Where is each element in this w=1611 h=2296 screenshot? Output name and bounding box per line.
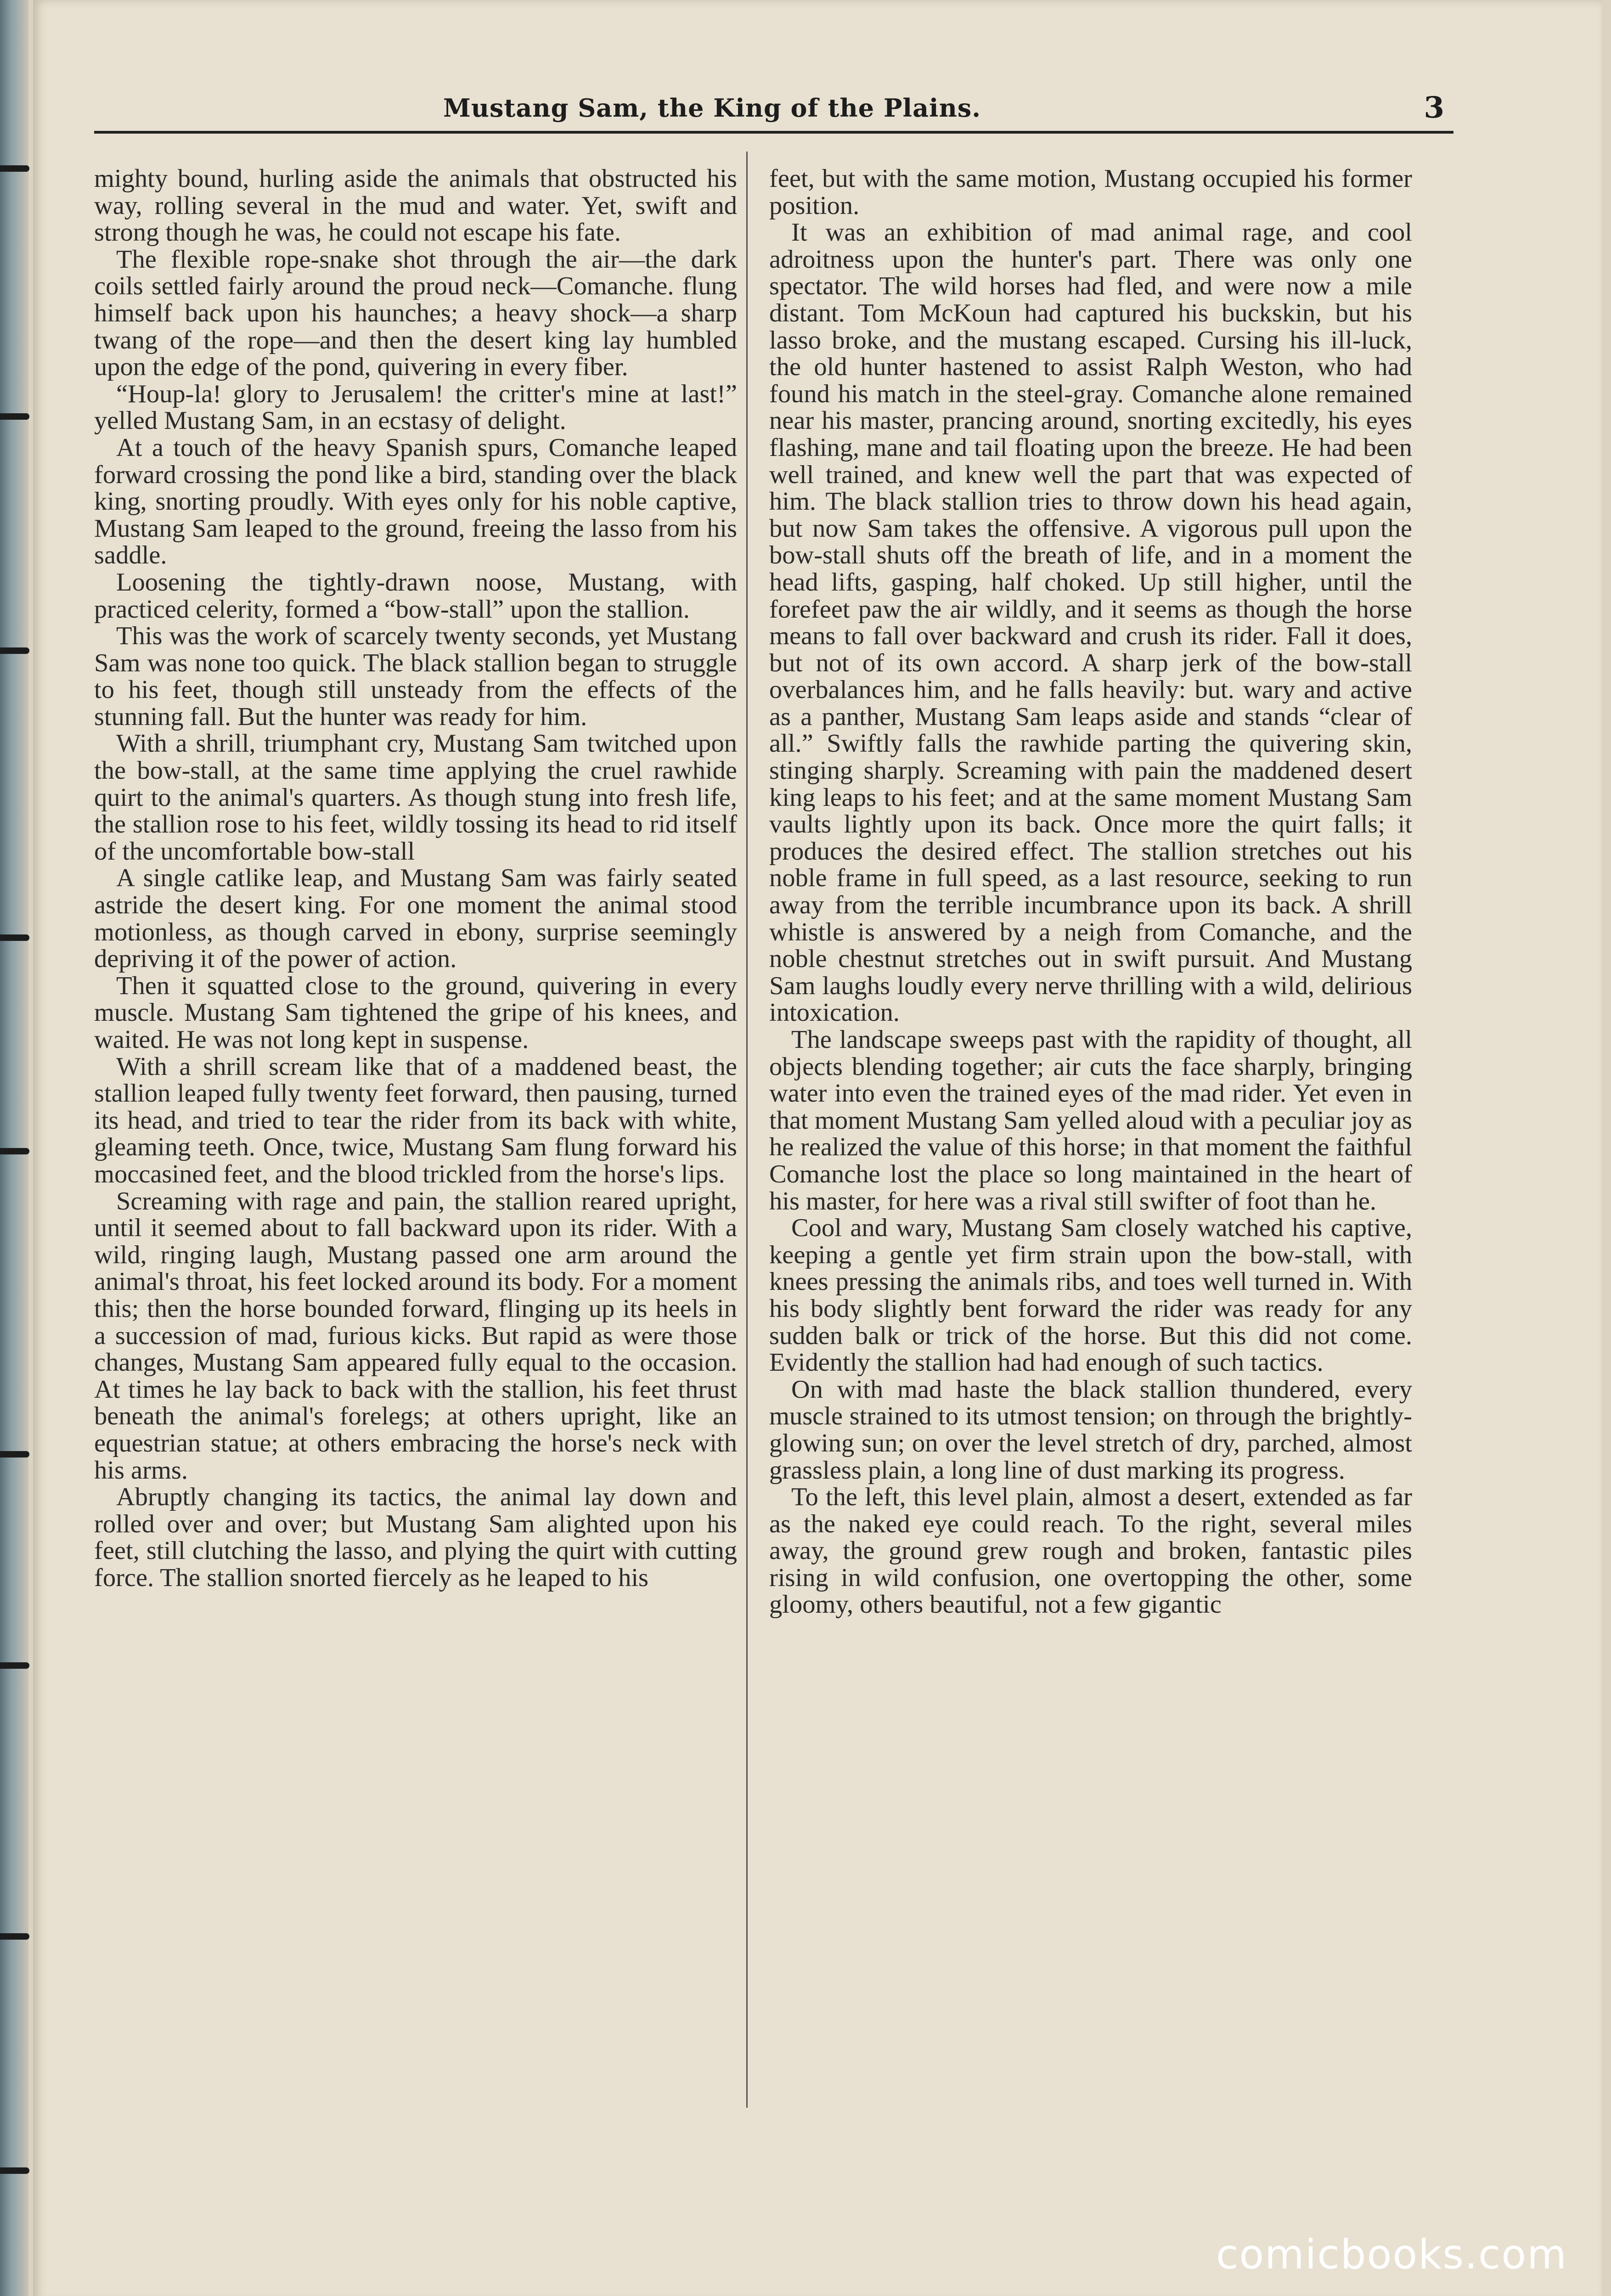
- paragraph: The flexible rope-snake shot through the air—the dark coils settled fairly around the proud neck—Comanche. flung himself back upon his haunches; a heavy shock—a sharp twang of the rope—and then the desert king lay humbled upon the edge of the pond, quivering in every fiber.: [94, 245, 737, 382]
- paragraph: It was an exhibition of mad animal rage, and cool adroitness upon the hunter's part. There was only one spectator. The wild horses had fled, and were now a mile distant. Tom McKoun had captured his buckskin, but his lasso broke, and the mustang escaped. Cursing his ill-luck, the old hunter hastened to assist Ralph Weston, who had found his match in the steel-gray. Comanche alone remained near his master, prancing around, snorting excitedly, his eyes flashing, mane and tail floating upon the breeze. He had been well trained, and knew well the part that was expected of him. The black stallion tries to throw down his head again, but now Sam takes the offensive. A vigorous pull upon the bow-stall shuts off the breath of life, and in a moment the head lifts, gasping, half choked. Up still higher, until the forefeet paw the air wildly, and it seems as though the horse means to fall over backward and crush its rider. Fall it does, but not of its own accord. A sharp jerk of the bow-stall overbalances him, and he falls heavily: but. wary and active as a panther, Mustang Sam leaps aside and stands “clear of all.” Swiftly falls the rawhide parting the quivering skin, stinging sharply. Screaming with pain the maddened desert king leaps to his feet; and at the same moment Mustang Sam vaults lightly upon its back. Once more the quirt falls; it produces the desired effect. The stallion stretches out his noble frame in full speed, as a last resource, seeking to run away from the terrible incumbrance upon its back. A shrill whistle is answered by a neigh from Comanche, and the noble chestnut stretches out in swift pursuit. And Mustang Sam laughs loudly every nerve thrilling with a wild, delirious intoxication.: [769, 218, 1412, 1027]
- column-divider: [746, 152, 748, 2108]
- binding-stitch: [0, 1662, 29, 1669]
- binding-stitch: [0, 165, 29, 172]
- paragraph: To the left, this level plain, almost a desert, extended as far as the naked eye could reach. To the right, several miles away, the ground grew rough and broken, fantastic piles rising in wild confusion, one overtopping the other, some gloomy, others beautiful, not a few gigantic: [769, 1483, 1412, 1619]
- binding-stitch: [0, 413, 29, 420]
- running-header: [94, 90, 1453, 134]
- paragraph: This was the work of scarcely twenty seconds, yet Mustang Sam was none too quick. The black stallion began to struggle to his feet, though still unsteady from the effects of the stunning fall. But the hunter was ready for him.: [94, 622, 737, 731]
- binding-stitch: [0, 1148, 29, 1154]
- paragraph: feet, but with the same motion, Mustang occupied his former position.: [769, 165, 1412, 220]
- paragraph: A single catlike leap, and Mustang Sam was fairly seated astride the desert king. For one moment the animal stood motionless, as though carved in ebony, surprise seemingly depriving it of the power of action.: [94, 864, 737, 974]
- paragraph: Abruptly changing its tactics, the animal lay down and rolled over and over; but Mustang Sam alighted upon his feet, still clutching the lasso, and plying the quirt with cutting force. The stallion snorted fiercely as he leaped to his: [94, 1483, 737, 1592]
- binding-stitch: [0, 2167, 29, 2174]
- paragraph: “Houp-la! glory to Jerusalem! the critter's mine at last!” yelled Mustang Sam, in an ecstasy of delight.: [94, 379, 737, 435]
- paragraph: Loosening the tightly-drawn noose, Mustang, with practiced celerity, formed a “bow-stall” upon the stallion.: [94, 568, 737, 624]
- paragraph: At a touch of the heavy Spanish spurs, Comanche leaped forward crossing the pond like a bird, standing over the black king, snorting proudly. With eyes only for his noble captive, Mustang Sam leaped to the ground, freeing the lasso from his saddle.: [94, 433, 737, 570]
- paragraph: Then it squatted close to the ground, quivering in every muscle. Mustang Sam tightened the gripe of his knees, and waited. He was not long kept in suspense.: [94, 971, 737, 1054]
- page-title: Mustang Sam, the King of the Plains.: [443, 93, 981, 123]
- paragraph: Cool and wary, Mustang Sam closely watched his captive, keeping a gentle yet firm strain upon the bow-stall, with knees pressing the animals ribs, and toes well turned in. With his body slightly bent forward the rider was ready for any sudden balk or trick of the horse. But this did not come. Evidently the stallion had had enough of such tactics.: [769, 1214, 1412, 1377]
- binding-stitch: [0, 647, 29, 654]
- paragraph: With a shrill scream like that of a maddened beast, the stallion leaped fully twenty feet forward, then pausing, turned its head, and tried to tear the rider from its back with white, gleaming teeth. Once, twice, Mustang Sam flung forward his moccasined feet, and the blood trickled from the horse's lips.: [94, 1052, 737, 1188]
- paragraph: With a shrill, triumphant cry, Mustang Sam twitched upon the bow-stall, at the same time applying the cruel rawhide quirt to the animal's quarters. As though stung into fresh life, the stallion rose to his feet, wildly tossing its head to rid itself of the uncomfortable bow-stall: [94, 729, 737, 866]
- binding-stitch: [0, 934, 29, 941]
- paragraph: mighty bound, hurling aside the animals that obstructed his way, rolling several in the mud and water. Yet, swift and strong though he was, he could not escape his fate.: [94, 165, 737, 247]
- paragraph: On with mad haste the black stallion thundered, every muscle strained to its utmost tension; on through the brightly-glowing sun; on over the level stretch of dry, parched, almost grassless plain, a long line of dust marking its progress.: [769, 1375, 1412, 1485]
- page-number: 3: [1424, 90, 1444, 125]
- binding-stitch: [0, 1451, 29, 1458]
- paragraph: The landscape sweeps past with the rapidity of thought, all objects blending together; air cuts the face sharply, bringing water into even the trained eyes of the mad rider. Yet even in that moment Mustang Sam yelled aloud with a peculiar joy as he realized the value of this horse; in that moment the faithful Comanche lost the place so long maintained in the heart of his master, for here was a rival still swifter of foot than he.: [769, 1025, 1412, 1216]
- paragraph: Screaming with rage and pain, the stallion reared upright, until it seemed about to fall backward upon its rider. With a wild, ringing laugh, Mustang passed one arm around the animal's throat, his feet locked around its body. For a moment this; then the horse bounded forward, flinging up its heels in a succession of mad, furious kicks. But rapid as were those changes, Mustang Sam appeared fully equal to the occasion. At times he lay back to back with the stallion, his feet thrust beneath the animal's forelegs; at others upright, like an equestrian statue; at others embracing the horse's neck with his arms.: [94, 1187, 737, 1485]
- site-watermark: comicbooks.com: [1216, 2231, 1567, 2278]
- book-binding: [0, 0, 28, 2296]
- binding-stitch: [0, 1933, 29, 1940]
- right-column: [769, 165, 1412, 2108]
- left-column: [94, 165, 737, 2108]
